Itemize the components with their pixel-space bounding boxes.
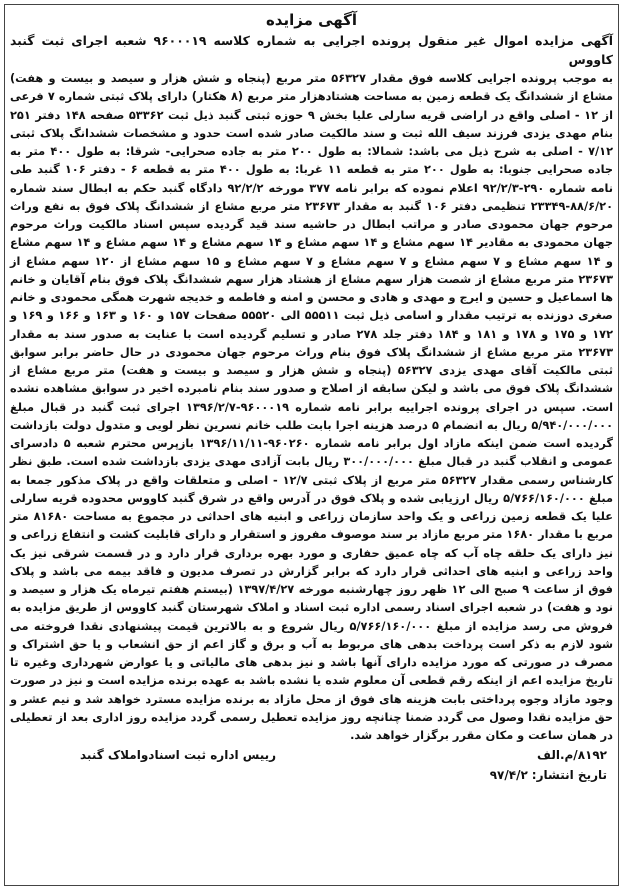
signature-line: رییس اداره ثبت اسنادواملاک گنبد xyxy=(80,748,277,763)
publish-date-value: ۹۷/۴/۲ xyxy=(489,768,528,783)
notice-subtitle: آگهی مزایده اموال غیر منقول پرونده اجرایی به شماره کلاسه ۹۶۰۰۰۱۹ شعبه اجرای ثبت گنبد کاووس xyxy=(10,33,613,67)
notice-title: آگهی مزایده xyxy=(265,11,358,29)
reference-number: ۸۱۹۲/م.الف xyxy=(537,748,607,763)
notice-body: به موجب پرونده اجرایی کلاسه فوق مقدار ۵۶۳۲۷ متر مربع (پنجاه و شش هزار و سیصد و بیست و هفت) مشاع از ششدانگ یک قطعه زمین به مساحت هشتادهزار متر مربع (۸ هکتار) دارای پلاک ثبتی شماره ۷ فرعی از ۱۲ - اصلی واقع در اراضی قریه سارلی علیا بخش ۹ حوزه ثبتی گنبد ذیل ثبت ۵۳۳۶۲ صفحه ۱۴۸ دفتر ۲۵۱ بنام مهدی یزدی فرزند سیف الله ثبت و سند مالکیت صادر شده است حدود و مشخصات ششدانگ پلاک ثبتی ۷/۱۲ - اصلی به شرح ذیل می باشد: شمالا: به طول ۲۰۰ متر به جاده صحرایی- شرقا: به طول ۴۰۰ متر به جاده صحرایی جنوبا: به طول ۲۰۰ متر به قطعه ۱۱ غربا: به طول ۴۰۰ متر به قطعه ۶ - دفتر ۱۰۶ گنبد طی نامه شماره ۲۹۰-۹۲/۲/۳ اعلام نموده که برابر نامه ۳۷۷ مورخه ۹۲/۲/۲ دادگاه گنبد حکم به ابطال سند شماره ۸۸/۶/۲۰-۲۳۳۴۹ تنظیمی دفتر ۱۰۶ گنبد به مقدار ۲۳۶۷۳ متر مربع مشاع از ششدانگ پلاک فوق به نفع وراث مرحوم جهان محمودی صادر و مراتب ابطال در حاشیه سند قید گردیده سپس اسناد مالکیت وراث مرحوم جهان محمودی به مقادیر ۱۴ سهم مشاع و ۱۴ سهم مشاع و ۱۴ سهم مشاع و ۱۴ سهم مشاع و ۱۴ سهم مشاع و ۱۴ سهم مشاع و ۷ سهم مشاع و ۷ سهم مشاع و ۷ سهم مشاع و ۱۵ سهم مشاع از ۱۲۰ سهم مشاع از ۲۳۶۷۳ متر مربع مشاع از شصت هزار سهم مشاع از هشتاد هزار سهم ششدانگ پلاک فوق بنام آقایان و خانم ها اسماعیل و حسین و ایرج و مهدی و هادی و محسن و امنه و فاطمه و خدیجه شهرت همگی محمودی و خانم صغری دوزنده به ترتیب مقدار و اسامی ذیل ثبت ۵۵۵۱۱ الی ۵۵۵۲۰ صفحات ۱۵۷ و ۱۶۰ و ۱۶۳ و ۱۶۶ و ۱۶۹ و ۱۷۲ و ۱۷۵ و ۱۷۸ و ۱۸۱ و ۱۸۴ دفتر جلد ۲۷۸ صادر و تسلیم گردیده است با عنایت به صدور سند به مقدار ۲۳۶۷۳ متر مربع مشاع از ششدانگ پلاک فوق بنام وراث مرحوم جهان محمودی در حال حاضر برابر سوابق ثبتی مالکیت آقای مهدی یزدی ۵۶۳۲۷ (پنجاه و شش هزار و سیصد و بیست و هفت) متر مربع مشاع از ششدانگ پلاک فوق می باشد و لیکن سابقه از اصلاح و صدور سند بنام نامبرده اخیر در سوابق مشاهده نشده است. سپس در اجرای پرونده اجراییه برابر نامه شماره ۹۶۰۰۰۱۹-۱۳۹۶/۲/۷ اجرای ثبت گنبد در قبال مبلغ ۵/۹۴۰/۰۰۰/۰۰۰ ریال به انضمام ۵ درصد هزینه اجرا بابت طلب خانم نسرین نظر لویی و متدول دولت بازداشت گردیده است ضمن اینکه مازاد اول برابر نامه شماره ۹۶۰۲۶۰-۱۳۹۶/۱۱/۱۱ بازپرس محترم شعبه ۵ دادسرای عمومی و انقلاب گنبد در قبال مبلغ ۳۰۰/۰۰۰/۰۰۰ ریال بابت آزادی مهدی یزدی بازداشت شده است. طبق نظر کارشناس رسمی مقدار ۵۶۳۲۷ متر مربع از پلاک ثبتی ۱۲/۷ - اصلی و متعلقات واقع در پلاک مذکور جمعا به مبلغ ۵/۷۶۶/۱۶۰/۰۰۰ ریال ارزیابی شده و پلاک فوق در آدرس واقع در شرق گنبد کاووس محدوده قریه سارلی علیا یک قطعه زمین زراعی و یک واحد سازمان زراعی و ابنیه های احداثی در مجموع به مساحت ۸۱۶۸۰ متر مربع با مقدار ۱۶۸۰ متر مربع مازاد بر سند موصوف مفروز و استقرار و دارای قابلیت کشت و انتفاع زراعی و نیز دارای یک حلقه چاه آب که چاه عمیق حفاری و مورد بهره برداری قرار دارد و در قسمت شرقی نیز یک واحد زراعی و ابنیه های احداثی قرار دارد که برابر گزارش در تصرف مدیون و فاقد بیمه می باشد و پلاک فوق از ساعت ۹ صبح الی ۱۲ ظهر روز چهارشنبه مورخه ۱۳۹۷/۴/۲۷ (بیستم هفتم تیرماه یک هزار و سیصد و نود و هفت) در شعبه اجرای اسناد رسمی اداره ثبت اسناد و املاک شهرستان گنبد کاووس از طریق مزایده به فروش می رسد مزایده از مبلغ ۵/۷۶۶/۱۶۰/۰۰۰ ریال شروع و به بالاترین قیمت پیشنهادی نقدا فروخته می شود لازم به ذکر است پرداخت بدهی های مربوط به آب و برق و گاز اعم از حق انشعاب و یا حق اشتراک و مصرف در صورتی که مورد مزایده دارای آنها باشد و نیز بدهی های مالیاتی و یا عوارض شهرداری وغیره تا تاریخ مزایده اعم از اینکه رقم قطعی آن معلوم شده یا نشده باشد به عهده برنده مزایده است و نیز در صورت وجود مازاد وجوه پرداختی بابت هزینه های فوق از محل مازاد به برنده مزایده مسترد خواهد شد و نیم عشر و حق مزایده نقدا وصول می گردد ضمنا چنانچه روز مزایده تعطیل رسمی گردد مزایده روز اداری بعد از تعطیلی در همان ساعت و مکان مقرر برگزار خواهد شد. xyxy=(10,71,614,742)
publish-date-label: تاریخ انتشار: xyxy=(531,768,607,783)
notice-footer xyxy=(10,744,613,790)
publish-date xyxy=(486,768,607,782)
